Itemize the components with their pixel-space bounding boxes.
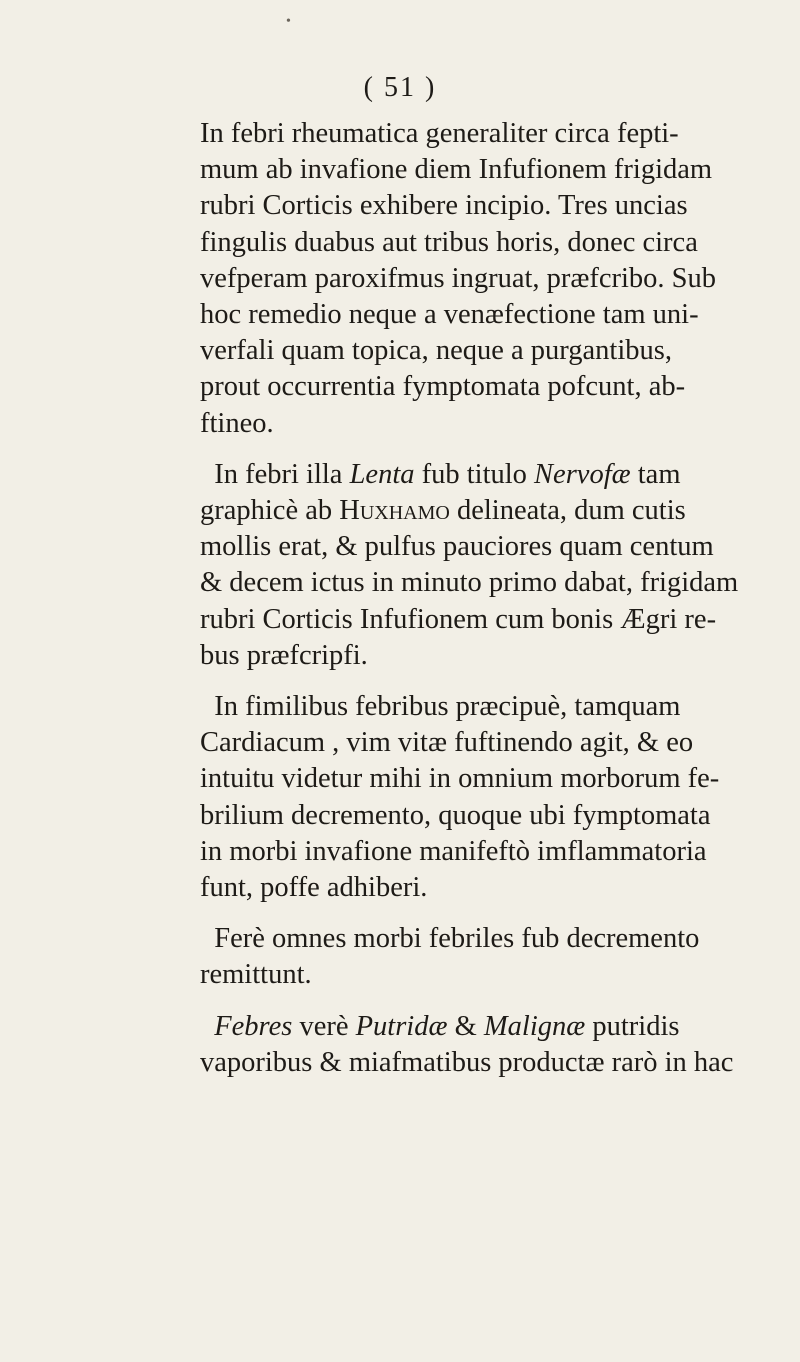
text-line: Febres verè Putridæ & Malignæ putridis xyxy=(214,1010,680,1042)
text-line: brilium decremento, quoque ubi fymptomata xyxy=(200,799,711,831)
paragraph-3 xyxy=(200,689,760,906)
text-line: ​ In febri illa Lenta fub titulo Nervofæ tam xyxy=(200,458,681,490)
text-line: in morbi invafione manifeftò imflammatoria xyxy=(200,835,707,867)
text-line: graphicè ab Huxhamo delineata, dum cutis xyxy=(200,495,686,527)
ink-speck: • xyxy=(286,14,291,29)
text-line: bus præfcripfi. xyxy=(200,639,368,671)
text-line: verfali quam topica, neque a purgantibus, xyxy=(200,335,672,367)
body-text xyxy=(200,116,760,1096)
text-line: vefperam paroxifmus ingruat, præfcribo. Sub xyxy=(200,262,717,294)
text-line: rubri Corticis Infufionem cum bonis Ægri re- xyxy=(200,603,717,635)
text-line: funt, poffe adhiberi. xyxy=(200,872,428,904)
paragraph-2 xyxy=(200,457,760,674)
text-line: mollis erat, & pulfus pauciores quam centum xyxy=(200,531,714,563)
text-line: In fimilibus febribus præcipuè, tamquam xyxy=(214,691,681,723)
text-line: Ferè omnes morbi febriles fub decremento xyxy=(214,923,700,955)
text-line: remittunt. xyxy=(200,959,312,991)
text-line: mum ab invafione diem Infufionem frigidam xyxy=(200,154,713,186)
text-line: Cardiacum , vim vitæ fuftinendo agit, & eo xyxy=(200,727,694,759)
text-line: ftineo. xyxy=(200,407,274,439)
paragraph-4 xyxy=(200,921,760,993)
paragraph-5 xyxy=(200,1009,760,1081)
text-line: fingulis duabus aut tribus horis, donec circa xyxy=(200,226,698,258)
text-line: hoc remedio neque a venæfectione tam uni- xyxy=(200,299,699,331)
text-line: prout occurrentia fymptomata pofcunt, ab- xyxy=(200,371,686,403)
text-line: intuitu videtur mihi in omnium morborum fe- xyxy=(200,763,720,795)
text-line: rubri Corticis exhibere incipio. Tres uncias xyxy=(200,190,688,222)
text-line: vaporibus & miafmatibus productæ rarò in hac xyxy=(200,1046,734,1078)
text-line: & decem ictus in minuto primo dabat, frigidam xyxy=(200,567,739,599)
page-number: ( 51 ) xyxy=(363,72,437,103)
text-line: In febri rheumatica generaliter circa fepti- xyxy=(200,118,679,149)
paragraph-1 xyxy=(200,116,760,442)
